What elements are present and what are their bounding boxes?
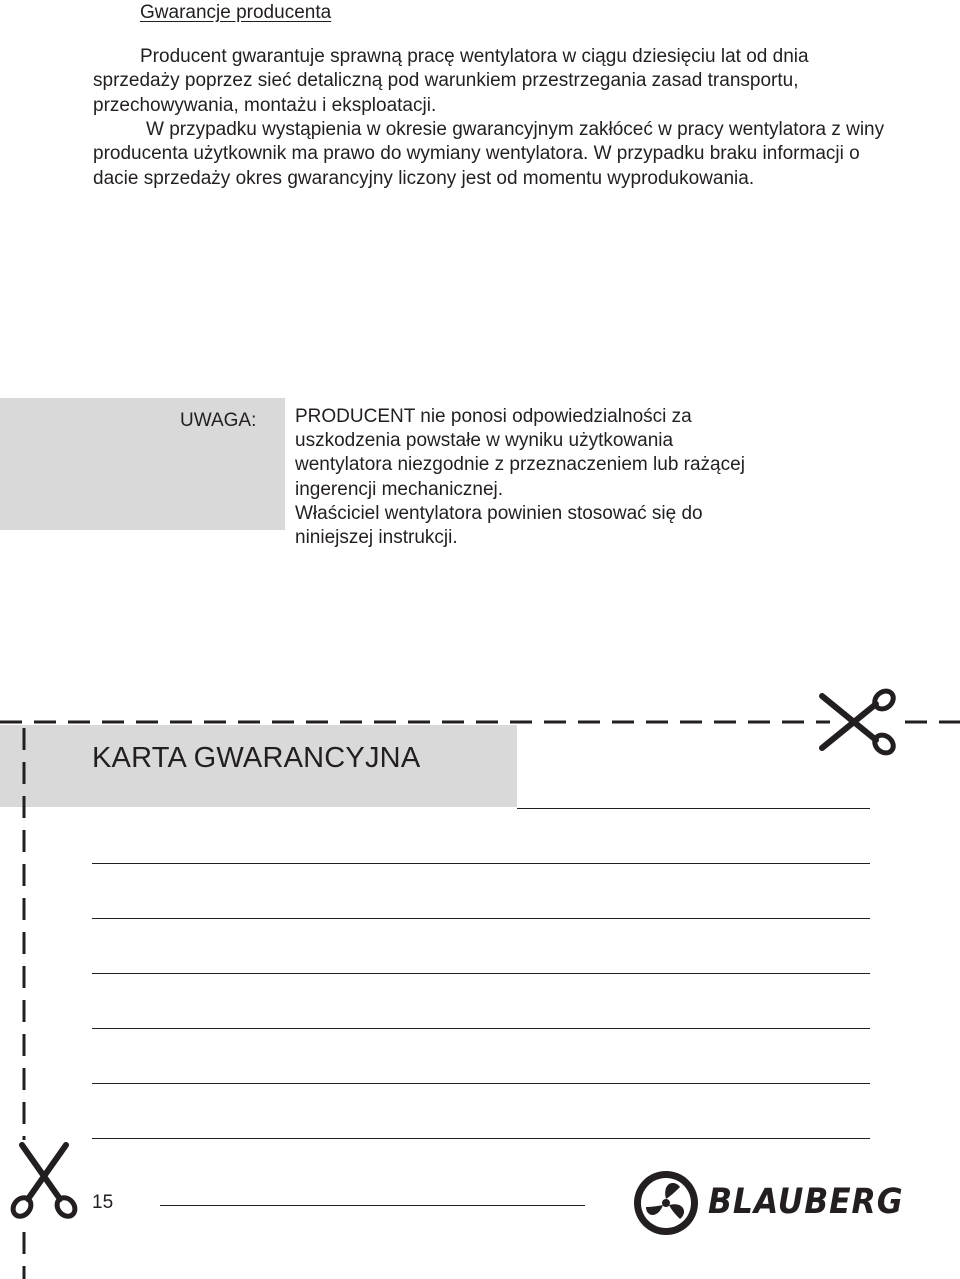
notice-line: niniejszej instrukcji.: [295, 527, 458, 549]
notice-label: UWAGA:: [180, 410, 257, 431]
writing-line: [92, 973, 870, 974]
notice-line: ingerencji mechanicznej.: [295, 478, 504, 500]
footer-rule: [160, 1205, 585, 1206]
card-title: KARTA GWARANCYJNA: [92, 742, 421, 774]
writing-line: [92, 1138, 870, 1139]
writing-line: [517, 808, 870, 809]
scissors-icon: [9, 1145, 78, 1220]
brand-name: BLAUBERG: [708, 1182, 904, 1222]
writing-line: [92, 1083, 870, 1084]
fan-logo-icon: [634, 1171, 698, 1235]
warranty-paragraph-2-text: W przypadku wystąpienia w okresie gwarancyjnym zakłóceć w pracy wentylatora z winy producenta użytkownik ma prawo do wymiany wentylatora. W przypadku braku informacji o dacie sprzedaży okres gwarancyjny liczony jest od momentu wyprodukowania.: [93, 119, 885, 189]
writing-line: [92, 863, 870, 864]
writing-line: [92, 1028, 870, 1029]
notice-line: wentylatora niezgodnie z przeznaczeniem lub rażącej: [295, 454, 745, 476]
notice-line: uszkodzenia powstałe w wyniku użytkowania: [295, 430, 674, 452]
warranty-paragraph-1-text: Producent gwarantuje sprawną pracę wentylatora w ciągu dziesięciu lat od dnia sprzedaży poprzez sieć detaliczną pod warunkiem przestrzegania zasad transportu, przechowywania, montażu i eksploatacji.: [93, 46, 809, 116]
notice-line: PRODUCENT nie ponosi odpowiedzialności za: [295, 406, 692, 427]
notice-line: Właściciel wentylatora powinien stosować się do: [295, 502, 703, 524]
writing-line: [92, 918, 870, 919]
scissors-icon: [822, 687, 897, 756]
page-number: 15: [92, 1192, 114, 1213]
warranty-heading: Gwarancje producenta: [140, 2, 332, 23]
